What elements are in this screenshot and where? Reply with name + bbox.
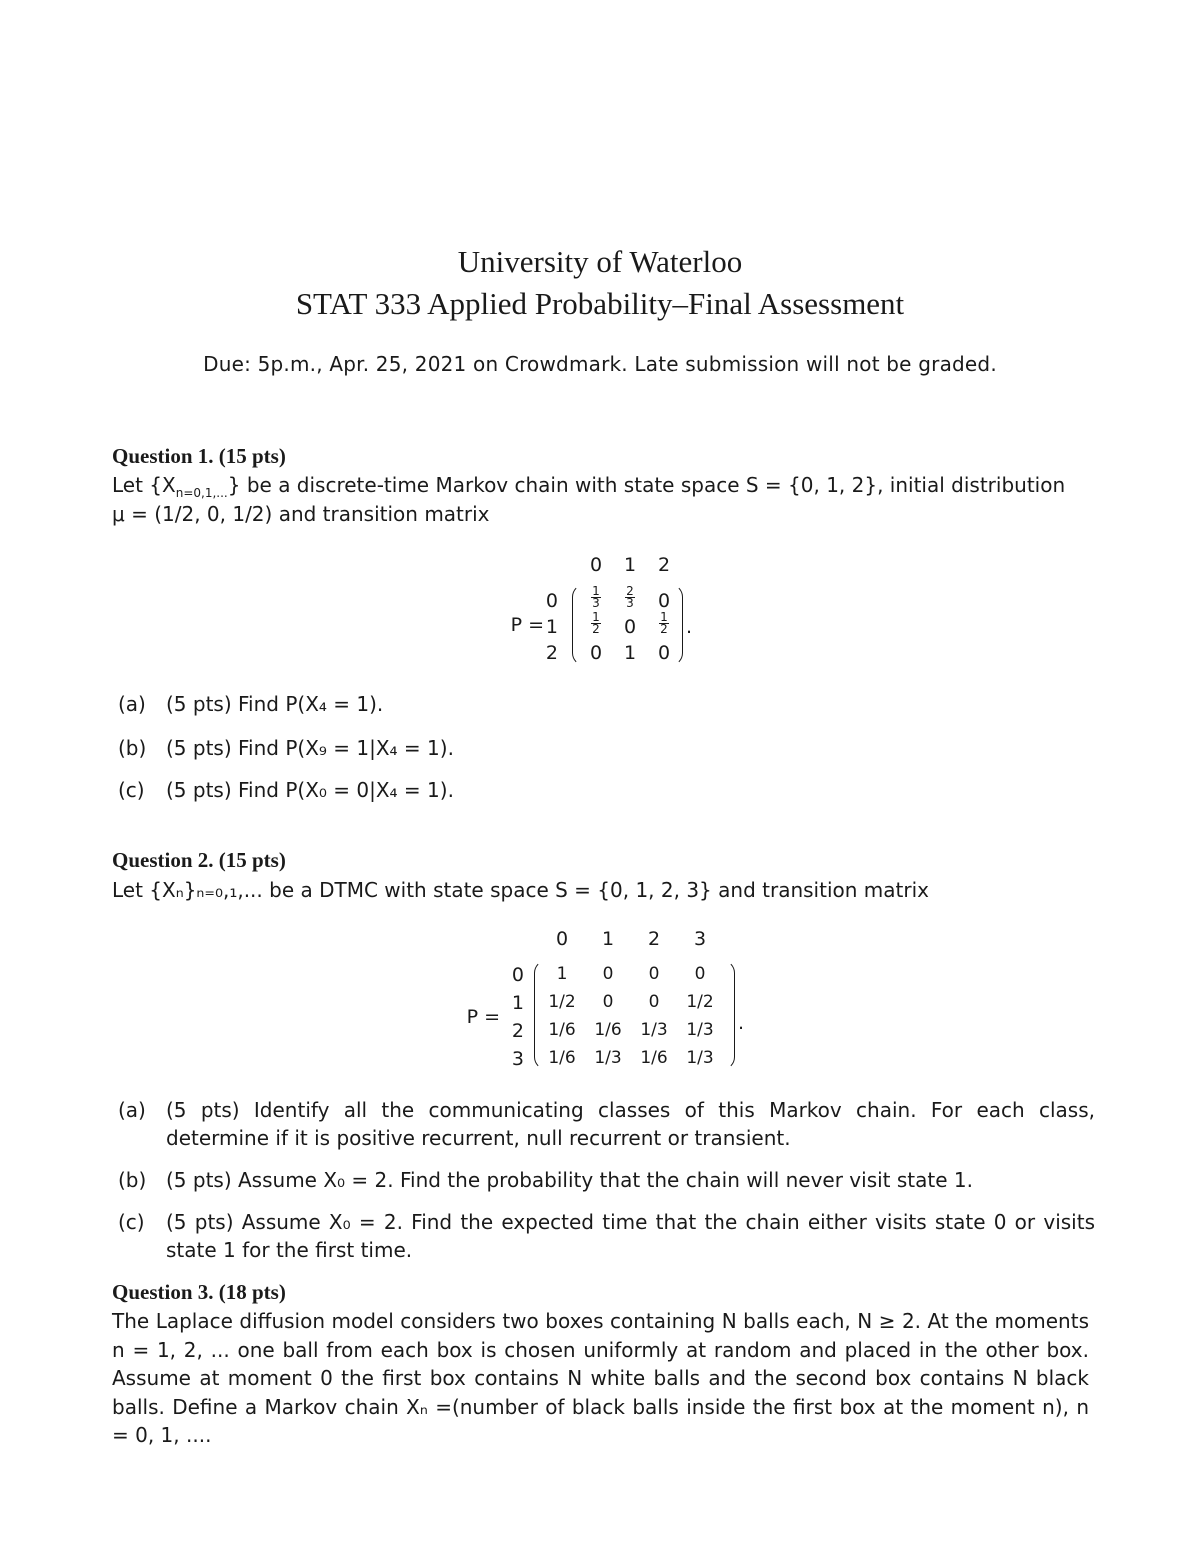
part-text: (5 pts) Assume X₀ = 2. Find the probability that the chain will never visit state 1. bbox=[166, 1168, 973, 1192]
q1-left-paren bbox=[572, 584, 585, 666]
row-label: 0 bbox=[545, 590, 558, 612]
part-text: (5 pts) Find P(X₉ = 1|X₄ = 1). bbox=[166, 736, 454, 760]
part-label: (c) bbox=[118, 1210, 145, 1234]
matrix-entry: 1 bbox=[556, 964, 568, 984]
matrix-entry: 1/6 bbox=[594, 1020, 622, 1040]
numerator: 1 bbox=[592, 610, 600, 624]
part-text: (5 pts) Find P(X₄ = 1). bbox=[166, 692, 384, 716]
matrix-entry: 0 bbox=[602, 992, 614, 1012]
fraction bbox=[625, 586, 635, 609]
due-note: Due: 5p.m., Apr. 25, 2021 on Crowdmark. Late submission will not be graded. bbox=[203, 352, 997, 376]
numerator: 1 bbox=[592, 584, 600, 598]
matrix-entry: 1/3 bbox=[686, 1020, 714, 1040]
denominator: 3 bbox=[592, 596, 600, 610]
matrix-entry: 0 bbox=[657, 590, 671, 612]
row-label: 1 bbox=[545, 616, 558, 638]
numerator: 2 bbox=[626, 584, 634, 598]
matrix-entry: 1/3 bbox=[640, 1020, 668, 1040]
row-label: 2 bbox=[545, 642, 558, 664]
course-title: STAT 333 Applied Probability–Final Assessment bbox=[295, 286, 905, 321]
q1-matrix-label: P = bbox=[510, 614, 544, 636]
q1-transition-matrix bbox=[470, 550, 730, 680]
column-header: 2 bbox=[657, 554, 671, 576]
q2-heading: Question 2. (15 pts) bbox=[112, 848, 286, 872]
q2-transition-matrix bbox=[430, 924, 770, 1074]
denominator: 2 bbox=[592, 622, 600, 636]
column-header: 0 bbox=[589, 554, 603, 576]
q1-heading: Question 1. (15 pts) bbox=[112, 444, 286, 468]
fraction bbox=[659, 612, 669, 635]
matrix-entry: 0 bbox=[648, 992, 660, 1012]
matrix-entry: 1/3 bbox=[594, 1048, 622, 1068]
part-label: (c) bbox=[118, 778, 145, 802]
part-text: (5 pts) Find P(X₀ = 0|X₄ = 1). bbox=[166, 778, 454, 802]
q2-intro: Let {Xₙ}ₙ₌₀,₁,... be a DTMC with state space S = {0, 1, 2, 3} and transition matrix bbox=[112, 878, 929, 902]
part-text: (5 pts) Identify all the communicating classes of this Markov chain. For each class, determine if it is positive recurrent, null recurrent or transient. bbox=[166, 1098, 1095, 1150]
column-header: 0 bbox=[555, 928, 569, 950]
row-label: 3 bbox=[511, 1048, 524, 1070]
university-title: University of Waterloo bbox=[457, 244, 743, 279]
matrix-entry: 0 bbox=[694, 964, 706, 984]
part-label: (a) bbox=[118, 692, 146, 716]
matrix-entry: 1/6 bbox=[548, 1048, 576, 1068]
column-header: 2 bbox=[647, 928, 661, 950]
part-label: (b) bbox=[118, 1168, 147, 1192]
matrix-entry: 0 bbox=[623, 616, 637, 638]
matrix-entry: 0 bbox=[648, 964, 660, 984]
matrix-entry: 0 bbox=[602, 964, 614, 984]
matrix-entry: 1/2 bbox=[686, 992, 714, 1012]
matrix-entry: 0 bbox=[589, 642, 603, 664]
q2-matrix-label: P = bbox=[466, 1006, 500, 1028]
row-label: 0 bbox=[511, 964, 524, 986]
q3-heading: Question 3. (18 pts) bbox=[112, 1280, 286, 1304]
matrix-entry: 1/2 bbox=[548, 992, 576, 1012]
q1-intro-line1: Let $\{X_{n=0,1,...}\}$ be a discrete-time Markov chain with state space S = {0, 1, 2}, initial distribution bbox=[112, 473, 1066, 500]
matrix-entry: 1/6 bbox=[640, 1048, 668, 1068]
matrix-entry: 1/6 bbox=[548, 1020, 576, 1040]
denominator: 2 bbox=[660, 622, 668, 636]
matrix-entry: 1 bbox=[623, 642, 637, 664]
column-header: 1 bbox=[623, 554, 637, 576]
fraction bbox=[591, 612, 601, 635]
matrix-entry: 1/3 bbox=[686, 1048, 714, 1068]
q2-right-paren bbox=[722, 960, 735, 1070]
q3-body: The Laplace diffusion model considers two boxes containing N balls each, N ≥ 2. At the moments n = 1, 2, ... one ball from each box is chosen uniformly at random and placed in the other box. Assume at moment 0 the first box contains N white balls and the second box contains N black balls. Define a Markov chain Xₙ =(number of black balls inside the first box at the moment n), n = 0, 1, .... bbox=[112, 1309, 1089, 1447]
q1-intro-line2: μ = (1/2, 0, 1/2) and transition matrix bbox=[112, 502, 490, 526]
numerator: 1 bbox=[660, 610, 668, 624]
part-label: (b) bbox=[118, 736, 147, 760]
part-text: (5 pts) Assume X₀ = 2. Find the expected time that the chain either visits state 0 or visits state 1 for the first time. bbox=[166, 1210, 1095, 1262]
matrix-entry: 0 bbox=[657, 642, 671, 664]
q1-right-paren bbox=[670, 584, 683, 666]
row-label: 2 bbox=[511, 1020, 524, 1042]
fraction bbox=[591, 586, 601, 609]
column-header: 1 bbox=[601, 928, 615, 950]
q1-matrix-period: . bbox=[686, 616, 693, 638]
column-header: 3 bbox=[693, 928, 707, 950]
row-label: 1 bbox=[511, 992, 524, 1014]
q2-left-paren bbox=[534, 960, 547, 1070]
q2-matrix-period: . bbox=[738, 1012, 745, 1034]
denominator: 3 bbox=[626, 596, 634, 610]
part-label: (a) bbox=[118, 1098, 146, 1122]
